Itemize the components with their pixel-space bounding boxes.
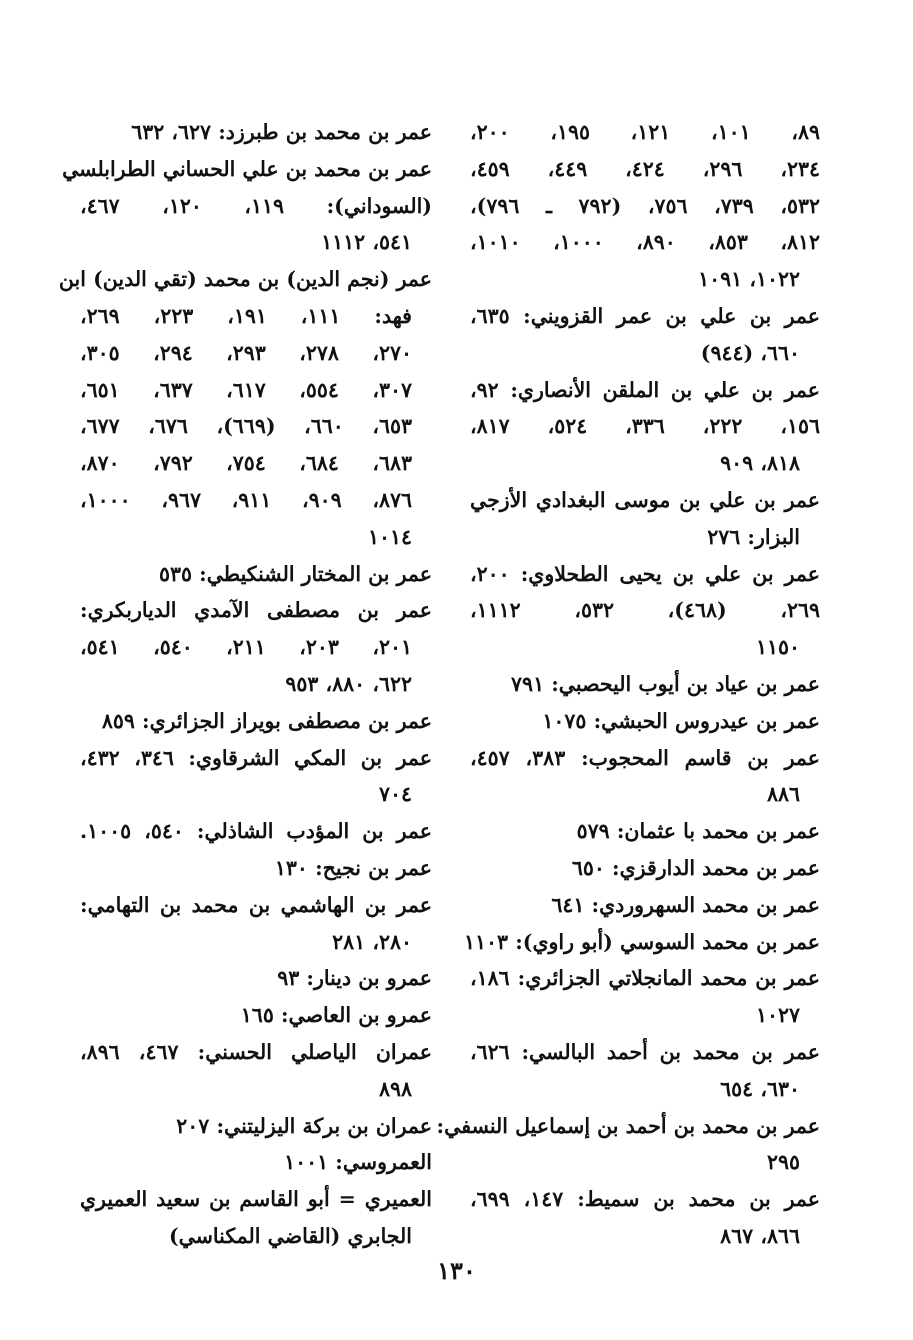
index-line: عمر بن الهاشمي بن محمد بن التهامي: — [80, 892, 432, 917]
index-line: (السوداني): ١١٩، ١٢٠، ٤٦٧، — [80, 193, 432, 218]
index-line: ٦٣٠، ٦٥٤ — [720, 1076, 800, 1101]
index-line: عمران الياصلي الحسني: ٤٦٧، ٨٩٦، — [80, 1039, 432, 1064]
index-line: العميري = أبو القاسم بن سعيد العميري — [80, 1187, 432, 1212]
index-line: ٧٠٤ — [378, 782, 412, 807]
index-line: عمر بن نجيح: ١٣٠ — [274, 855, 432, 880]
index-line: عمران بن بركة اليزليتني: ٢٠٧ — [176, 1113, 432, 1138]
index-line: ٦٦٠، (٩٤٤) — [700, 340, 800, 365]
index-line: ٨٩، ١٠١، ١٢١، ١٩٥، ٢٠٠، — [470, 120, 820, 144]
index-line: عمر بن عياد بن أيوب اليحصبي: ٧٩١ — [511, 671, 820, 696]
index-line: عمر بن محمد الدارقزي: ٦٥٠ — [571, 855, 820, 880]
index-line: عمر بن مصطفى الآمدي الدياربكري: — [80, 598, 432, 623]
index-line: ٢٦٩، (٤٦٨)، ٥٣٢، ١١١٢، — [470, 598, 821, 623]
index-line: ١١٥٠ — [755, 635, 800, 660]
index-line: ٨٩٨ — [378, 1076, 412, 1101]
index-column-right — [436, 114, 821, 1255]
index-line: عمر بن محمد السوسي (أبو راوي): ١١٠٣ — [464, 929, 820, 954]
index-line: ٨١٢، ٨٥٣، ٨٩٠، ١٠٠٠، ١٠١٠، — [470, 230, 820, 255]
index-line: ٢٧٠، ٢٧٨، ٢٩٣، ٢٩٤، ٣٠٥، — [80, 340, 412, 365]
page-number: ١٣٠ — [437, 1256, 476, 1285]
index-line: عمر بن محمد با عثمان: ٥٧٩ — [576, 819, 820, 844]
index-line: عمر بن محمد بن أحمد البالسي: ٦٢٦، — [470, 1039, 820, 1064]
index-line: عمر بن محمد بن طبرزد: ٦٢٧، ٦٣٢ — [131, 120, 432, 144]
index-line: ١٠٢٢، ١٠٩١ — [698, 267, 800, 292]
index-line: ٢٨٠، ٢٨١ — [332, 929, 412, 954]
index-line: عمر بن قاسم المحجوب: ٣٨٣، ٤٥٧، — [470, 745, 820, 770]
index-line: ١٠٢٧ — [755, 1003, 800, 1028]
index-line: عمر بن عيدروس الحبشي: ١٠٧٥ — [542, 708, 820, 733]
index-line: ٥٤١، ١١١٢ — [321, 230, 412, 255]
index-line: ٢٣٤، ٢٩٦، ٤٢٤، ٤٤٩، ٤٥٩، — [470, 156, 820, 181]
index-line: ١٥٦، ٢٢٢، ٣٣٦، ٥٢٤، ٨١٧، — [470, 414, 820, 439]
index-line: عمر بن علي بن موسى البغدادي الأزجي — [470, 487, 820, 512]
index-line: عمر بن مصطفى بويراز الجزائري: ٨٥٩ — [101, 708, 432, 733]
index-line: عمرو بن دينار: ٩٣ — [277, 966, 432, 991]
index-line: فهد: ١١١، ١٩١، ٢٢٣، ٢٦٩، — [80, 303, 412, 328]
index-line: عمر بن محمد المانجلاتي الجزائري: ١٨٦، — [470, 966, 820, 991]
index-line: عمرو بن العاصي: ١٦٥ — [240, 1003, 432, 1028]
index-line: عمر (نجم الدين) بن محمد (تقي الدين) ابن — [58, 267, 432, 292]
index-line: عمر بن علي بن يحيى الطحلاوي: ٢٠٠، — [470, 561, 820, 586]
index-line: ٦٢٢، ٨٨٠، ٩٥٣ — [285, 671, 412, 696]
index-line: ٨١٨، ٩٠٩ — [720, 451, 800, 476]
index-line: عمر بن المختار الشنكيطي: ٥٣٥ — [158, 561, 432, 586]
index-line: ٥٣٢، ٧٣٩، ٧٥٦، (٧٩٢ ـ ٧٩٦)، — [470, 193, 821, 218]
index-line: الجابري (القاضي المكناسي) — [168, 1223, 412, 1248]
index-line: ٢٠١، ٢٠٣، ٢١١، ٥٤٠، ٥٤١، — [80, 635, 412, 660]
index-line: عمر بن محمد بن أحمد بن إسماعيل النسفي: — [436, 1113, 820, 1138]
index-line: عمر بن محمد بن علي الحساني الطرابلسي — [62, 156, 432, 181]
index-line: ٨٧٦، ٩٠٩، ٩١١، ٩٦٧، ١٠٠٠، — [80, 487, 412, 512]
index-line: عمر بن علي بن عمر القزويني: ٦٣٥، — [470, 303, 820, 328]
index-line: ٨٦٦، ٨٦٧ — [720, 1223, 800, 1248]
index-line: العمروسي: ١٠٠١ — [284, 1150, 432, 1175]
index-column-left — [58, 114, 432, 1255]
index-line: عمر بن محمد السهروردي: ٦٤١ — [551, 892, 820, 917]
index-line: ١٠١٤ — [367, 524, 412, 549]
index-line: عمر بن علي بن الملقن الأنصاري: ٩٢، — [470, 377, 820, 402]
index-line: عمر بن المكي الشرقاوي: ٣٤٦، ٤٣٢، — [80, 745, 432, 770]
index-line: عمر بن محمد بن سميط: ١٤٧، ٦٩٩، — [470, 1187, 820, 1212]
index-line: ٦٨٣، ٦٨٤، ٧٥٤، ٧٩٢، ٨٧٠، — [80, 451, 412, 476]
index-line: ٢٩٥ — [766, 1150, 800, 1175]
index-line: عمر بن المؤدب الشاذلي: ٥٤٠، ١٠٠٥. — [80, 819, 432, 844]
index-line: ٣٠٧، ٥٥٤، ٦١٧، ٦٣٧، ٦٥١، — [80, 377, 412, 402]
index-line: البزار: ٢٧٦ — [707, 524, 800, 549]
index-line: ٨٨٦ — [766, 782, 800, 807]
index-line: ٦٥٣، ٦٦٠، (٦٦٩)، ٦٧٦، ٦٧٧، — [80, 414, 413, 439]
